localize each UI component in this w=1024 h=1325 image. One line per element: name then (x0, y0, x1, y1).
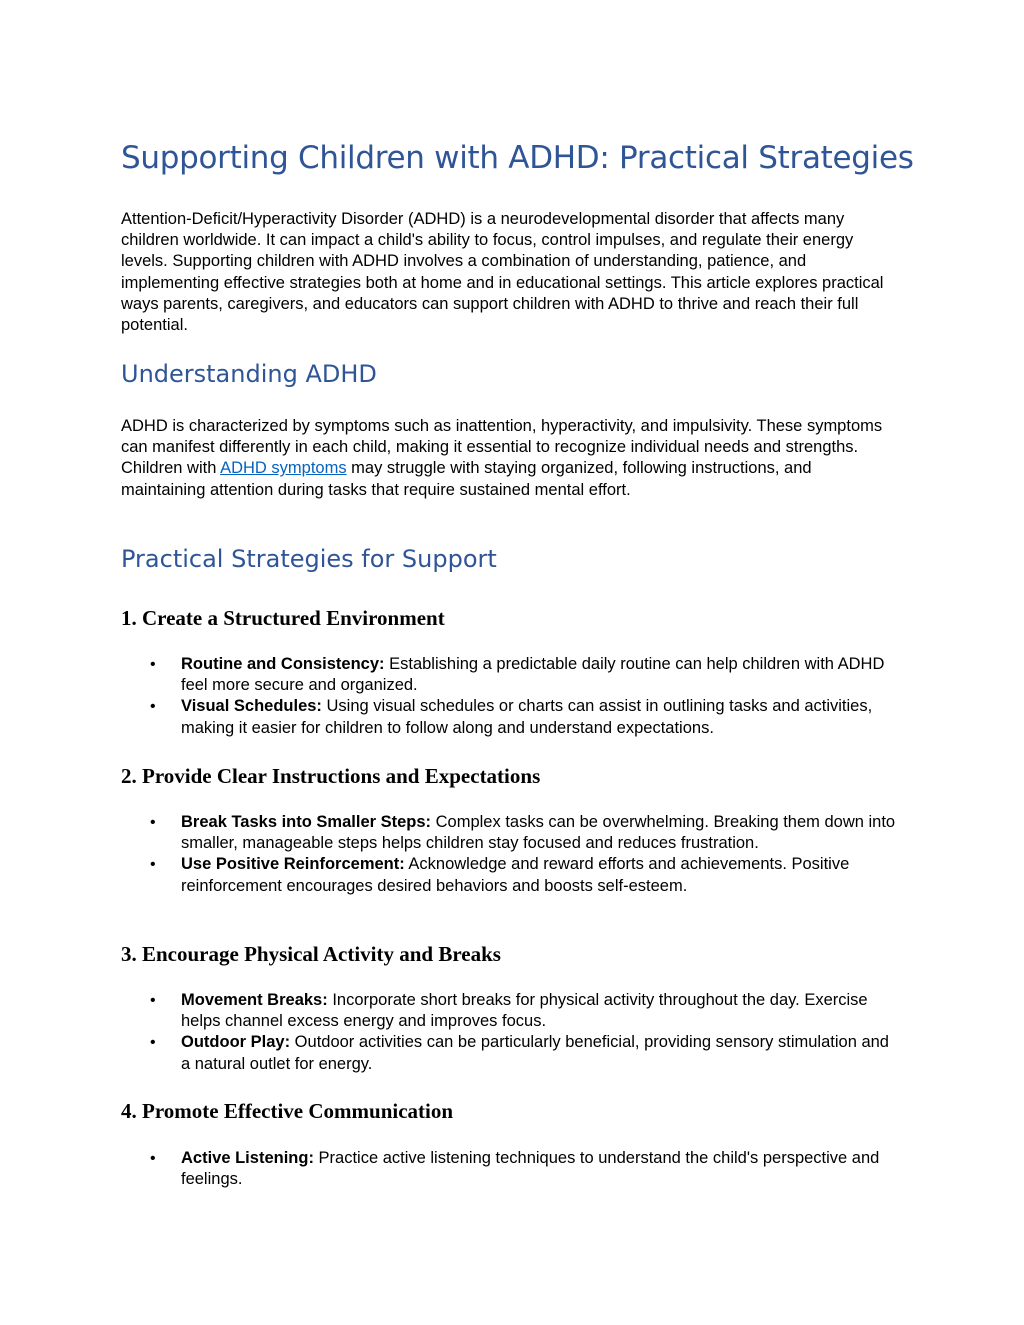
bullet-icon: • (150, 992, 156, 1009)
understanding-paragraph (121, 416, 891, 501)
document-title: Supporting Children with ADHD: Practical Strategies (121, 140, 914, 176)
item-label: Routine and Consistency: (181, 655, 385, 673)
item-text: Using visual schedules or charts can assist in outlining tasks and activities, making it easier for children to follow along and understand expectations. (181, 697, 873, 737)
bullet-icon: • (150, 656, 156, 673)
list-item (121, 696, 901, 738)
item-text: Incorporate short breaks for physical activity throughout the day. Exercise helps channel excess energy and improves focus. (181, 991, 868, 1031)
item-label: Break Tasks into Smaller Steps: (181, 813, 432, 831)
subsection-heading-3: 3. Encourage Physical Activity and Breaks (121, 942, 501, 966)
item-label: Movement Breaks: (181, 991, 328, 1009)
item-text: Practice active listening techniques to understand the child's perspective and feelings. (181, 1149, 880, 1189)
understanding-text-after: may struggle with staying organized, following instructions, and maintaining attention during tasks that require sustained mental effort. (121, 459, 812, 499)
bullet-icon: • (150, 1034, 156, 1052)
bullet-list-1 (121, 654, 901, 739)
item-text: Acknowledge and reward efforts and achievements. Positive reinforcement encourages desired behaviors and boosts self-esteem. (181, 855, 850, 895)
understanding-text-before: ADHD is characterized by symptoms such as inattention, hyperactivity, and impulsivity. These symptoms can manifest differently in each child, making it essential to recognize individual needs and strengths. Children with (121, 417, 883, 478)
list-item (121, 1148, 901, 1190)
subsection-heading-2: 2. Provide Clear Instructions and Expectations (121, 764, 541, 788)
bullet-list-4 (121, 1148, 901, 1190)
item-text: Complex tasks can be overwhelming. Breaking them down into smaller, manageable steps helps children stay focused and reduces frustration. (181, 813, 896, 853)
bullet-list-2 (121, 812, 901, 897)
bullet-list-3 (121, 990, 901, 1075)
item-text: Outdoor activities can be particularly beneficial, providing sensory stimulation and a natural outlet for energy. (181, 1033, 889, 1073)
bullet-icon: • (150, 856, 156, 874)
list-item (121, 654, 901, 696)
list-item (121, 854, 901, 896)
bullet-icon: • (150, 698, 156, 716)
bullet-icon: • (150, 1150, 156, 1167)
list-item (121, 990, 901, 1032)
item-label: Outdoor Play: (181, 1033, 291, 1052)
list-item (121, 1032, 901, 1074)
list-item (121, 812, 901, 854)
section-heading-strategies: Practical Strategies for Support (121, 545, 497, 573)
item-label: Visual Schedules: (181, 697, 322, 716)
subsection-heading-1: 1. Create a Structured Environment (121, 606, 445, 630)
item-text: Establishing a predictable daily routine can help children with ADHD feel more secure and organized. (181, 655, 885, 695)
item-label: Active Listening: (181, 1149, 314, 1167)
subsection-heading-4: 4. Promote Effective Communication (121, 1099, 454, 1123)
adhd-symptoms-link[interactable]: ADHD symptoms (220, 459, 347, 478)
section-heading-understanding: Understanding ADHD (121, 360, 377, 388)
intro-paragraph: Attention-Deficit/Hyperactivity Disorder (ADHD) is a neurodevelopmental disorder that affects many children worldwide. It can impact a child's ability to focus, control impulses, and regulate their energy levels. Supporting children with ADHD involves a combination of understanding, patience, and implementing effective strategies both at home and in educational settings. This article explores practical ways parents, caregivers, and educators can support children with ADHD to thrive and reach their full potential. (121, 210, 884, 335)
item-label: Use Positive Reinforcement: (181, 855, 405, 874)
bullet-icon: • (150, 814, 156, 831)
